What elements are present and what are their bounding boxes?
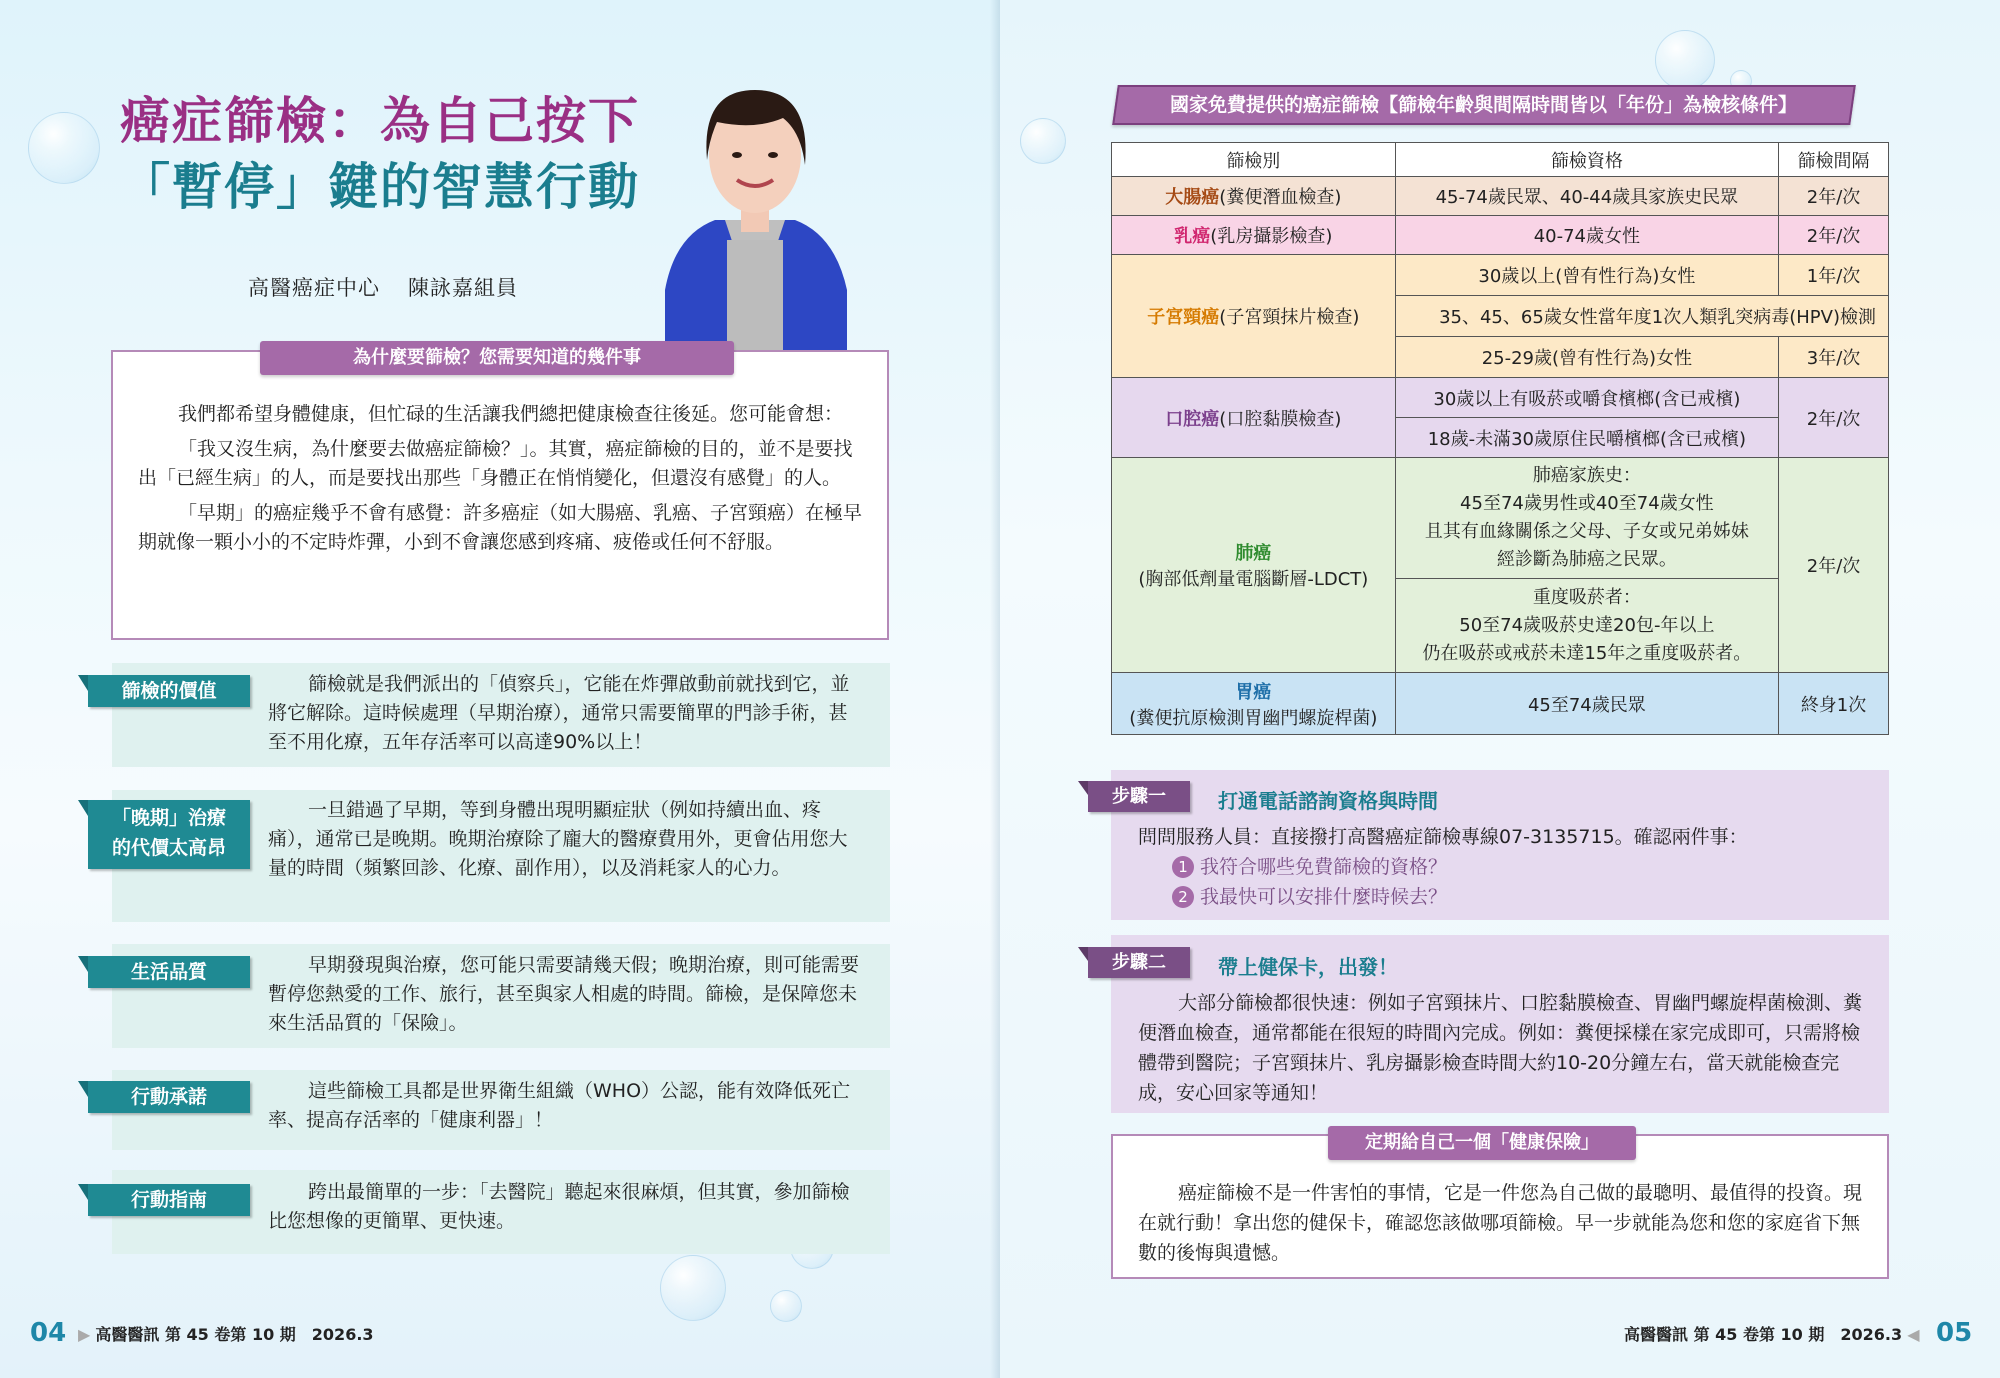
section-tab bbox=[88, 800, 250, 869]
table-header: 篩檢資格 bbox=[1395, 143, 1778, 177]
cancer-type-cell bbox=[1112, 177, 1396, 216]
cancer-name: 子宮頸癌 bbox=[1147, 307, 1220, 328]
checklist-text: 我符合哪些免費篩檢的資格？ bbox=[1200, 856, 1448, 878]
eligibility-line: 重度吸菸者： bbox=[1532, 586, 1641, 608]
cancer-type-cell bbox=[1112, 378, 1396, 458]
screening-method: (糞便潛血檢查) bbox=[1219, 187, 1342, 208]
step-text: 問問服務人員：直接撥打高醫癌症篩檢專線07-3135715。確認兩件事： bbox=[1138, 826, 1748, 848]
interval-cell: 2年/次 bbox=[1779, 177, 1889, 216]
table-title-text: 國家免費提供的癌症篩檢【篩檢年齡與間隔時間皆以「年份」為檢核條件】 bbox=[1170, 94, 1798, 116]
eligibility-cell: 45-74歲民眾、40-44歲具家族史民眾 bbox=[1395, 177, 1778, 216]
section-text: 篩檢就是我們派出的「偵察兵」，它能在炸彈啟動前就找到它，並將它解除。這時候處理（早期治療），通常只需要簡單的門診手術，甚至不用化療，五年存活率可以高達90%以上！ bbox=[268, 673, 850, 753]
number-badge-icon: 1 bbox=[1172, 856, 1194, 878]
interval-cell: 2年/次 bbox=[1779, 216, 1889, 255]
article-title bbox=[120, 88, 640, 220]
folio-text bbox=[1624, 1322, 1920, 1345]
section-tab-line: 「晚期」治療 bbox=[111, 807, 226, 829]
interval-cell: 終身1次 bbox=[1779, 673, 1889, 735]
section-tab: 行動指南 bbox=[88, 1184, 250, 1216]
intro-paragraph: 「早期」的癌症幾乎不會有感覺：許多癌症（如大腸癌、乳癌、子宮頸癌）在極早期就像一顆小小的不定時炸彈，小到不會讓您感到疼痛、疲倦或任何不舒服。 bbox=[138, 502, 863, 553]
screening-method: (乳房攝影檢查) bbox=[1210, 226, 1333, 247]
cancer-type-cell bbox=[1112, 216, 1396, 255]
eligibility-cell: 40-74歲女性 bbox=[1395, 216, 1778, 255]
intro-body bbox=[138, 400, 866, 563]
section-tab: 行動承諾 bbox=[88, 1081, 250, 1113]
section-tab: 生活品質 bbox=[88, 956, 250, 988]
screening-table bbox=[1111, 142, 1889, 735]
section-text: 早期發現與治療，您可能只需要請幾天假；晚期治療，則可能需要暫停您熱愛的工作、旅行，甚至與家人相處的時間。篩檢，是保障您未來生活品質的「保險」。 bbox=[268, 954, 860, 1034]
eligibility-cell: 18歲-未滿30歲原住民嚼檳榔(含已戒檳) bbox=[1395, 418, 1778, 458]
table-title bbox=[1112, 85, 1856, 125]
bubble-decoration bbox=[770, 1290, 802, 1322]
step-title: 帶上健保卡，出發！ bbox=[1218, 955, 1398, 979]
arrow-left-icon: ◀ bbox=[1907, 1325, 1920, 1344]
table-row-lung-cancer bbox=[1112, 458, 1889, 579]
eligibility-cell: 30歲以上(曾有性行為)女性 bbox=[1395, 255, 1778, 296]
table-row-stomach-cancer bbox=[1112, 673, 1889, 735]
title-line-2: 「暫停」鍵的智慧行動 bbox=[120, 158, 640, 216]
interval-cell: 2年/次 bbox=[1779, 458, 1889, 673]
eligibility-line: 仍在吸菸或戒菸未達15年之重度吸菸者。 bbox=[1422, 642, 1752, 664]
table-row-cervical-cancer bbox=[1112, 255, 1889, 296]
step-text: 大部分篩檢都很快速：例如子宮頸抹片、口腔黏膜檢查、胃幽門螺旋桿菌檢測、糞便潛血檢查，通常都能在很短的時間內完成。例如：糞便採樣在家完成即可，只需將檢體帶到醫院；子宮頸抹片、乳房攝影檢查時間大約10-20分鐘左右，當天就能檢查完成，安心回家等通知！ bbox=[1138, 992, 1863, 1104]
arrow-right-icon: ▶ bbox=[78, 1325, 91, 1344]
intro-paragraph: 我們都希望身體健康，但忙碌的生活讓我們總把健康檢查往後延。您可能會想： bbox=[178, 403, 844, 425]
title-line-1: 癌症篩檢：為自己按下 bbox=[120, 92, 640, 150]
eligibility-cell bbox=[1395, 579, 1778, 673]
closing-text: 癌症篩檢不是一件害怕的事情，它是一件您為自己做的最聰明、最值得的投資。現在就行動！拿出您的健保卡，確認您該做哪項篩檢。早一步就能為您和您的家庭省下無數的後悔與遺憾。 bbox=[1138, 1182, 1863, 1264]
table-row-oral-cancer bbox=[1112, 378, 1889, 418]
interval-cell: 3年/次 bbox=[1779, 337, 1889, 378]
checklist-item bbox=[1138, 852, 1878, 882]
page-number: 04 bbox=[30, 1318, 67, 1348]
eligibility-line: 且其有血緣關係之父母、子女或兄弟姊妹 bbox=[1424, 521, 1749, 542]
eligibility-cell bbox=[1395, 458, 1778, 579]
author-byline bbox=[248, 272, 518, 302]
table-header: 篩檢別 bbox=[1112, 143, 1396, 177]
interval-cell: 1年/次 bbox=[1779, 255, 1889, 296]
step-tab: 步驟二 bbox=[1088, 947, 1190, 978]
cancer-type-cell bbox=[1112, 458, 1396, 673]
interval-cell: 2年/次 bbox=[1779, 378, 1889, 458]
number-badge-icon: 2 bbox=[1172, 886, 1194, 908]
eligibility-line: 經診斷為肺癌之民眾。 bbox=[1496, 549, 1677, 570]
table-row-breast-cancer bbox=[1112, 216, 1889, 255]
section-text: 跨出最簡單的一步：「去醫院」聽起來很麻煩，但其實，參加篩檢比您想像的更簡單、更快速。 bbox=[268, 1181, 850, 1232]
cancer-type-cell bbox=[1112, 673, 1396, 735]
bubble-decoration bbox=[660, 1255, 726, 1321]
cancer-type-cell bbox=[1112, 255, 1396, 378]
section-text: 這些篩檢工具都是世界衛生組織（WHO）公認，能有效降低死亡率、提高存活率的「健康利器」！ bbox=[268, 1080, 851, 1131]
author-unit: 高醫癌症中心 bbox=[248, 276, 380, 300]
intro-paragraph: 「我又沒生病，為什麼要去做癌症篩檢？」。其實，癌症篩檢的目的，並不是要找出「已經生病」的人，而是要找出那些「身體正在悄悄變化，但還沒有感覺」的人。 bbox=[138, 438, 853, 489]
eligibility-line: 45至74歲男性或40至74歲女性 bbox=[1460, 493, 1714, 514]
cancer-name: 胃癌 bbox=[1235, 681, 1272, 703]
author-portrait bbox=[655, 60, 855, 350]
closing-heading: 定期給自己一個「健康保險」 bbox=[1328, 1126, 1636, 1160]
checklist-item bbox=[1138, 882, 1878, 912]
cancer-name: 大腸癌 bbox=[1165, 187, 1220, 208]
table-header-row bbox=[1112, 143, 1889, 177]
screening-method: (胸部低劑量電腦斷層-LDCT) bbox=[1138, 569, 1369, 590]
folio-publication: 高醫醫訊 第 45 卷第 10 期 2026.3 bbox=[95, 1325, 374, 1344]
folio-text bbox=[78, 1322, 374, 1345]
page-number: 05 bbox=[1936, 1318, 1973, 1348]
step-title: 打通電話諮詢資格與時間 bbox=[1218, 789, 1438, 813]
step-tab: 步驟一 bbox=[1088, 781, 1190, 812]
table-header: 篩檢間隔 bbox=[1779, 143, 1889, 177]
eligibility-cell: 35、45、65歲女性當年度1次人類乳突病毒(HPV)檢測 bbox=[1395, 296, 1888, 337]
section-text: 一旦錯過了早期，等到身體出現明顯症狀（例如持續出血、疼痛），通常已是晚期。晚期治療除了龐大的醫療費用外，更會佔用您大量的時間（頻繁回診、化療、副作用），以及消耗家人的心力。 bbox=[268, 799, 848, 879]
cancer-name: 肺癌 bbox=[1235, 543, 1272, 564]
eligibility-line: 肺癌家族史： bbox=[1532, 465, 1641, 486]
checklist-text: 我最快可以安排什麼時候去？ bbox=[1200, 886, 1448, 908]
eligibility-cell: 45至74歲民眾 bbox=[1395, 673, 1778, 735]
cancer-name: 乳癌 bbox=[1174, 226, 1211, 247]
author-name: 陳詠嘉組員 bbox=[408, 276, 518, 300]
screening-method: (糞便抗原檢測胃幽門螺旋桿菌) bbox=[1129, 707, 1378, 729]
intro-heading: 為什麼要篩檢？您需要知道的幾件事 bbox=[260, 341, 734, 375]
step-one-body bbox=[1138, 822, 1878, 912]
cancer-name: 口腔癌 bbox=[1165, 408, 1220, 430]
eligibility-cell: 30歲以上有吸菸或嚼食檳榔(含已戒檳) bbox=[1395, 378, 1778, 418]
bubble-decoration bbox=[1655, 30, 1715, 90]
table-row-colon-cancer bbox=[1112, 177, 1889, 216]
folio-publication: 高醫醫訊 第 45 卷第 10 期 2026.3 bbox=[1624, 1325, 1903, 1344]
screening-method: (口腔黏膜檢查) bbox=[1219, 408, 1342, 430]
section-tab: 篩檢的價值 bbox=[88, 675, 250, 707]
bubble-decoration bbox=[1020, 118, 1066, 164]
section-tab-line: 的代價太高昂 bbox=[111, 837, 226, 859]
eligibility-line: 50至74歲吸菸史達20包-年以上 bbox=[1459, 614, 1715, 636]
eligibility-cell: 25-29歲(曾有性行為)女性 bbox=[1395, 337, 1778, 378]
screening-method: (子宮頸抹片檢查) bbox=[1219, 307, 1360, 328]
bubble-decoration bbox=[28, 112, 100, 184]
